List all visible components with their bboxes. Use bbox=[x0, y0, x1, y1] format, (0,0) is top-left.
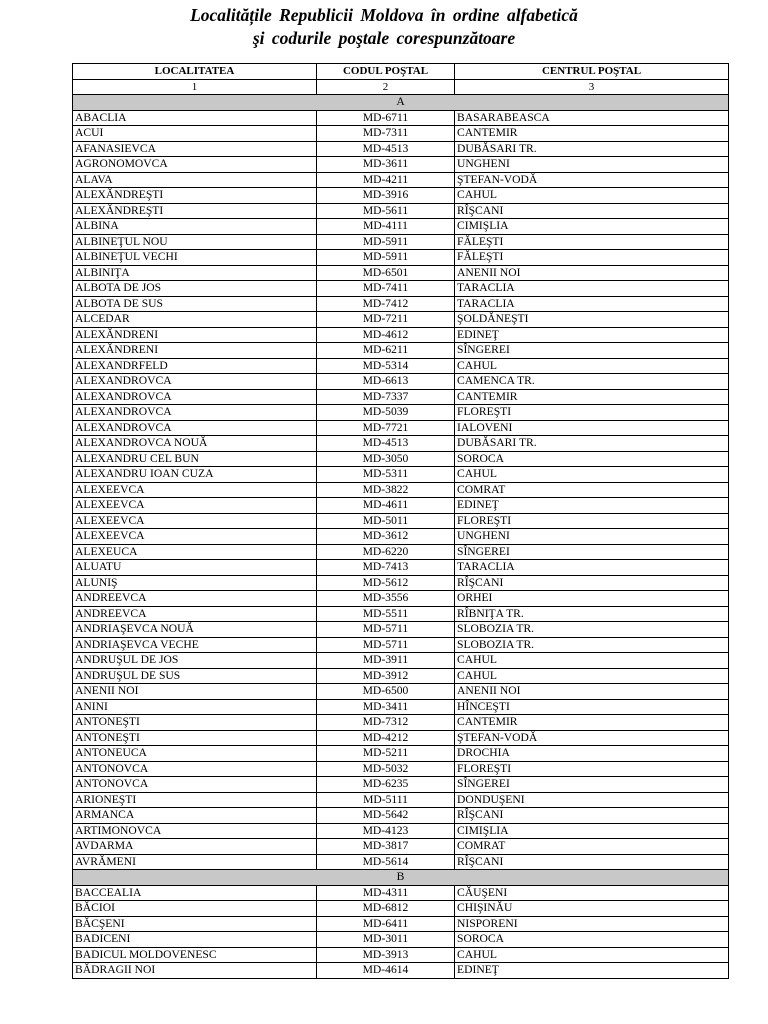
locality-cell: ANDRUŞUL DE JOS bbox=[73, 653, 317, 669]
locality-cell: ALBOTA DE SUS bbox=[73, 296, 317, 312]
postal-center-cell: CAHUL bbox=[455, 947, 729, 963]
table-row bbox=[73, 885, 729, 901]
locality-cell: ALEXEEVCA bbox=[73, 498, 317, 514]
postal-center-cell: FĂLEŞTI bbox=[455, 234, 729, 250]
postal-code-cell: MD-6411 bbox=[317, 916, 455, 932]
table-row bbox=[73, 343, 729, 359]
locality-cell: ALUNIŞ bbox=[73, 575, 317, 591]
postal-code-cell: MD-4212 bbox=[317, 730, 455, 746]
postal-code-cell: MD-3913 bbox=[317, 947, 455, 963]
postal-center-cell: HÎNCEŞTI bbox=[455, 699, 729, 715]
postal-code-cell: MD-7311 bbox=[317, 126, 455, 142]
postal-code-cell: MD-5711 bbox=[317, 622, 455, 638]
postal-center-cell: FLOREŞTI bbox=[455, 761, 729, 777]
locality-cell: AVDARMA bbox=[73, 839, 317, 855]
table-row bbox=[73, 405, 729, 421]
table-row bbox=[73, 699, 729, 715]
table-row bbox=[73, 777, 729, 793]
postal-code-cell: MD-6812 bbox=[317, 901, 455, 917]
table-row bbox=[73, 622, 729, 638]
table-row bbox=[73, 575, 729, 591]
postal-center-cell: CIMIŞLIA bbox=[455, 823, 729, 839]
postal-center-cell: CAHUL bbox=[455, 467, 729, 483]
locality-cell: ACUI bbox=[73, 126, 317, 142]
postal-center-cell: EDINEŢ bbox=[455, 963, 729, 979]
postal-center-cell: ŞTEFAN-VODĂ bbox=[455, 172, 729, 188]
table-row bbox=[73, 467, 729, 483]
locality-cell: ALEXANDROVCA NOUĂ bbox=[73, 436, 317, 452]
table-row bbox=[73, 668, 729, 684]
postal-center-cell: RÎŞCANI bbox=[455, 808, 729, 824]
column-number-3: 3 bbox=[455, 79, 729, 95]
table-row bbox=[73, 591, 729, 607]
postal-center-cell: COMRAT bbox=[455, 839, 729, 855]
postal-center-cell: DROCHIA bbox=[455, 746, 729, 762]
locality-cell: ALEXANDRU CEL BUN bbox=[73, 451, 317, 467]
title-line-2: şi codurile poştale corespunzătoare bbox=[252, 28, 516, 48]
postal-code-cell: MD-4311 bbox=[317, 885, 455, 901]
table-row bbox=[73, 188, 729, 204]
postal-code-cell: MD-7412 bbox=[317, 296, 455, 312]
postal-center-cell: CAHUL bbox=[455, 668, 729, 684]
table-row bbox=[73, 730, 729, 746]
section-letter: A bbox=[73, 95, 729, 111]
locality-cell: ARTIMONOVCA bbox=[73, 823, 317, 839]
postal-code-cell: MD-6613 bbox=[317, 374, 455, 390]
postal-center-cell: CANTEMIR bbox=[455, 126, 729, 142]
postal-center-cell: CAMENCA TR. bbox=[455, 374, 729, 390]
postal-code-cell: MD-5711 bbox=[317, 637, 455, 653]
locality-cell: AGRONOMOVCA bbox=[73, 157, 317, 173]
table-row bbox=[73, 482, 729, 498]
locality-cell: ANDRUŞUL DE SUS bbox=[73, 668, 317, 684]
postal-center-cell: RÎŞCANI bbox=[455, 575, 729, 591]
locality-cell: ALCEDAR bbox=[73, 312, 317, 328]
postal-code-cell: MD-5211 bbox=[317, 746, 455, 762]
table-row bbox=[73, 560, 729, 576]
postal-center-cell: CHIŞINĂU bbox=[455, 901, 729, 917]
table-row bbox=[73, 839, 729, 855]
postal-center-cell: DUBĂSARI TR. bbox=[455, 141, 729, 157]
locality-cell: ALEXANDROVCA bbox=[73, 374, 317, 390]
locality-cell: ANTONOVCA bbox=[73, 761, 317, 777]
table-row bbox=[73, 157, 729, 173]
postal-code-cell: MD-5642 bbox=[317, 808, 455, 824]
postal-code-cell: MD-3912 bbox=[317, 668, 455, 684]
postal-code-cell: MD-7721 bbox=[317, 420, 455, 436]
locality-cell: ALEXĂNDRENI bbox=[73, 327, 317, 343]
title-line-1: Localitățile Republicii Moldova în ordine alfabetică bbox=[190, 5, 578, 25]
postal-center-cell: SLOBOZIA TR. bbox=[455, 622, 729, 638]
postal-center-cell: TARACLIA bbox=[455, 296, 729, 312]
postal-code-cell: MD-6220 bbox=[317, 544, 455, 560]
locality-cell: ALEXEEVCA bbox=[73, 482, 317, 498]
postal-code-cell: MD-3411 bbox=[317, 699, 455, 715]
locality-cell: BĂCŞENI bbox=[73, 916, 317, 932]
postal-center-cell: SLOBOZIA TR. bbox=[455, 637, 729, 653]
locality-cell: ANTONOVCA bbox=[73, 777, 317, 793]
postal-code-cell: MD-6711 bbox=[317, 110, 455, 126]
locality-cell: ALBINA bbox=[73, 219, 317, 235]
locality-cell: ALEXĂNDREŞTI bbox=[73, 188, 317, 204]
postal-center-cell: UNGHENI bbox=[455, 157, 729, 173]
postal-code-cell: MD-4513 bbox=[317, 436, 455, 452]
table-row bbox=[73, 250, 729, 266]
postal-center-cell: FĂLEŞTI bbox=[455, 250, 729, 266]
locality-cell: ABACLIA bbox=[73, 110, 317, 126]
locality-cell: ARMANCA bbox=[73, 808, 317, 824]
postal-center-cell: NISPORENI bbox=[455, 916, 729, 932]
table-row bbox=[73, 947, 729, 963]
table-row bbox=[73, 389, 729, 405]
postal-code-cell: MD-5011 bbox=[317, 513, 455, 529]
postal-center-cell: RÎŞCANI bbox=[455, 203, 729, 219]
locality-cell: ALBINEŢUL VECHI bbox=[73, 250, 317, 266]
table-row bbox=[73, 172, 729, 188]
locality-cell: ANDREEVCA bbox=[73, 606, 317, 622]
postal-center-cell: CIMIŞLIA bbox=[455, 219, 729, 235]
postal-center-cell: SÎNGEREI bbox=[455, 544, 729, 560]
locality-cell: ALBINEŢUL NOU bbox=[73, 234, 317, 250]
postal-code-cell: MD-6500 bbox=[317, 684, 455, 700]
postal-code-cell: MD-4513 bbox=[317, 141, 455, 157]
locality-cell: BACCEALIA bbox=[73, 885, 317, 901]
postal-code-cell: MD-3011 bbox=[317, 932, 455, 948]
locality-cell: BADICUL MOLDOVENESC bbox=[73, 947, 317, 963]
table-row bbox=[73, 203, 729, 219]
postal-code-cell: MD-3822 bbox=[317, 482, 455, 498]
postal-code-cell: MD-3611 bbox=[317, 157, 455, 173]
postal-code-cell: MD-5311 bbox=[317, 467, 455, 483]
postal-center-cell: IALOVENI bbox=[455, 420, 729, 436]
postal-code-cell: MD-7312 bbox=[317, 715, 455, 731]
table-row bbox=[73, 963, 729, 979]
locality-cell: ANDRIAŞEVCA NOUĂ bbox=[73, 622, 317, 638]
locality-cell: ALEXEEVCA bbox=[73, 513, 317, 529]
table-row bbox=[73, 808, 729, 824]
table-row bbox=[73, 653, 729, 669]
table-row bbox=[73, 265, 729, 281]
section-header-row bbox=[73, 95, 729, 111]
locality-cell: ALEXANDRU IOAN CUZA bbox=[73, 467, 317, 483]
postal-code-cell: MD-3612 bbox=[317, 529, 455, 545]
table-row bbox=[73, 823, 729, 839]
table-row bbox=[73, 684, 729, 700]
locality-cell: ANDRIAŞEVCA VECHE bbox=[73, 637, 317, 653]
locality-cell: ARIONEŞTI bbox=[73, 792, 317, 808]
locality-cell: ANTONEUCA bbox=[73, 746, 317, 762]
header-localitatea: LOCALITATEA bbox=[73, 64, 317, 80]
locality-cell: ANTONEŞTI bbox=[73, 715, 317, 731]
locality-cell: ALUATU bbox=[73, 560, 317, 576]
postal-center-cell: ANENII NOI bbox=[455, 265, 729, 281]
column-number-1: 1 bbox=[73, 79, 317, 95]
table-row bbox=[73, 761, 729, 777]
postal-center-cell: FLOREŞTI bbox=[455, 405, 729, 421]
postal-code-cell: MD-7337 bbox=[317, 389, 455, 405]
table-row bbox=[73, 498, 729, 514]
postal-code-cell: MD-5614 bbox=[317, 854, 455, 870]
table-row bbox=[73, 374, 729, 390]
postal-center-cell: CANTEMIR bbox=[455, 389, 729, 405]
postal-code-cell: MD-6235 bbox=[317, 777, 455, 793]
locality-cell: BĂCIOI bbox=[73, 901, 317, 917]
table-row bbox=[73, 451, 729, 467]
postal-center-cell: TARACLIA bbox=[455, 560, 729, 576]
postal-center-cell: EDINEŢ bbox=[455, 327, 729, 343]
postal-center-cell: TARACLIA bbox=[455, 281, 729, 297]
postal-center-cell: CAHUL bbox=[455, 188, 729, 204]
postal-center-cell: ŞOLDĂNEŞTI bbox=[455, 312, 729, 328]
locality-cell: AVRĂMENI bbox=[73, 854, 317, 870]
postal-code-cell: MD-3916 bbox=[317, 188, 455, 204]
postal-code-cell: MD-4612 bbox=[317, 327, 455, 343]
locality-cell: ALEXANDROVCA bbox=[73, 420, 317, 436]
postal-code-cell: MD-5611 bbox=[317, 203, 455, 219]
table-row bbox=[73, 792, 729, 808]
table-row bbox=[73, 932, 729, 948]
locality-cell: ALEXANDRFELD bbox=[73, 358, 317, 374]
postal-center-cell: COMRAT bbox=[455, 482, 729, 498]
locality-cell: BADICENI bbox=[73, 932, 317, 948]
table-row bbox=[73, 854, 729, 870]
postal-center-cell: ANENII NOI bbox=[455, 684, 729, 700]
column-number-2: 2 bbox=[317, 79, 455, 95]
postal-center-cell: CAHUL bbox=[455, 653, 729, 669]
postal-center-cell: SÎNGEREI bbox=[455, 777, 729, 793]
postal-center-cell: CĂUŞENI bbox=[455, 885, 729, 901]
table-row bbox=[73, 296, 729, 312]
table-row bbox=[73, 436, 729, 452]
postal-code-cell: MD-3911 bbox=[317, 653, 455, 669]
table-row bbox=[73, 715, 729, 731]
postal-center-cell: FLOREŞTI bbox=[455, 513, 729, 529]
postal-code-cell: MD-6501 bbox=[317, 265, 455, 281]
postal-code-cell: MD-5911 bbox=[317, 250, 455, 266]
column-number-row bbox=[73, 79, 729, 95]
header-codul-postal: CODUL POŞTAL bbox=[317, 64, 455, 80]
locality-cell: ALEXANDROVCA bbox=[73, 405, 317, 421]
postal-code-cell: MD-5911 bbox=[317, 234, 455, 250]
table-row bbox=[73, 141, 729, 157]
table-row bbox=[73, 219, 729, 235]
postal-code-cell: MD-5039 bbox=[317, 405, 455, 421]
postal-code-cell: MD-7211 bbox=[317, 312, 455, 328]
locality-cell: ANENII NOI bbox=[73, 684, 317, 700]
postal-center-cell: DUBĂSARI TR. bbox=[455, 436, 729, 452]
table-row bbox=[73, 420, 729, 436]
table-row bbox=[73, 529, 729, 545]
postal-center-cell: CANTEMIR bbox=[455, 715, 729, 731]
header-centrul-postal: CENTRUL POŞTAL bbox=[455, 64, 729, 80]
document-title bbox=[0, 4, 768, 50]
locality-cell: ANINI bbox=[73, 699, 317, 715]
locality-cell: ANTONEŞTI bbox=[73, 730, 317, 746]
locality-cell: ANDREEVCA bbox=[73, 591, 317, 607]
locality-cell: ALEXĂNDREŞTI bbox=[73, 203, 317, 219]
table-row bbox=[73, 110, 729, 126]
table-row bbox=[73, 637, 729, 653]
postal-code-cell: MD-4614 bbox=[317, 963, 455, 979]
table-row bbox=[73, 606, 729, 622]
table-row bbox=[73, 126, 729, 142]
postal-code-cell: MD-7413 bbox=[317, 560, 455, 576]
postal-code-cell: MD-6211 bbox=[317, 343, 455, 359]
postal-code-cell: MD-7411 bbox=[317, 281, 455, 297]
postal-center-cell: RÎBNIŢA TR. bbox=[455, 606, 729, 622]
locality-cell: ALBOTA DE JOS bbox=[73, 281, 317, 297]
postal-code-cell: MD-5612 bbox=[317, 575, 455, 591]
locality-cell: ALEXEEVCA bbox=[73, 529, 317, 545]
postal-code-cell: MD-4611 bbox=[317, 498, 455, 514]
header-row bbox=[73, 64, 729, 80]
table-row bbox=[73, 281, 729, 297]
table-row bbox=[73, 746, 729, 762]
postal-center-cell: SOROCA bbox=[455, 932, 729, 948]
postal-center-cell: RÎŞCANI bbox=[455, 854, 729, 870]
postal-codes-table bbox=[72, 63, 729, 979]
section-letter: B bbox=[73, 870, 729, 886]
postal-center-cell: CAHUL bbox=[455, 358, 729, 374]
postal-center-cell: EDINEŢ bbox=[455, 498, 729, 514]
postal-code-cell: MD-4123 bbox=[317, 823, 455, 839]
section-header-row bbox=[73, 870, 729, 886]
table-row bbox=[73, 544, 729, 560]
postal-code-cell: MD-3050 bbox=[317, 451, 455, 467]
postal-code-cell: MD-3556 bbox=[317, 591, 455, 607]
table-row bbox=[73, 901, 729, 917]
postal-code-cell: MD-5511 bbox=[317, 606, 455, 622]
postal-center-cell: ŞTEFAN-VODĂ bbox=[455, 730, 729, 746]
locality-cell: ALAVA bbox=[73, 172, 317, 188]
postal-code-cell: MD-5314 bbox=[317, 358, 455, 374]
postal-code-cell: MD-5032 bbox=[317, 761, 455, 777]
table-row bbox=[73, 358, 729, 374]
locality-cell: AFANASIEVCA bbox=[73, 141, 317, 157]
locality-cell: ALEXEUCA bbox=[73, 544, 317, 560]
postal-code-cell: MD-3817 bbox=[317, 839, 455, 855]
postal-center-cell: SOROCA bbox=[455, 451, 729, 467]
locality-cell: ALBINIŢA bbox=[73, 265, 317, 281]
postal-code-cell: MD-4111 bbox=[317, 219, 455, 235]
postal-center-cell: DONDUŞENI bbox=[455, 792, 729, 808]
postal-code-cell: MD-5111 bbox=[317, 792, 455, 808]
table-row bbox=[73, 916, 729, 932]
postal-code-cell: MD-4211 bbox=[317, 172, 455, 188]
postal-center-cell: UNGHENI bbox=[455, 529, 729, 545]
table-row bbox=[73, 234, 729, 250]
locality-cell: ALEXANDROVCA bbox=[73, 389, 317, 405]
postal-center-cell: BASARABEASCA bbox=[455, 110, 729, 126]
table-row bbox=[73, 312, 729, 328]
locality-cell: ALEXĂNDRENI bbox=[73, 343, 317, 359]
postal-center-cell: SÎNGEREI bbox=[455, 343, 729, 359]
postal-center-cell: ORHEI bbox=[455, 591, 729, 607]
locality-cell: BĂDRAGII NOI bbox=[73, 963, 317, 979]
table-row bbox=[73, 327, 729, 343]
table-row bbox=[73, 513, 729, 529]
